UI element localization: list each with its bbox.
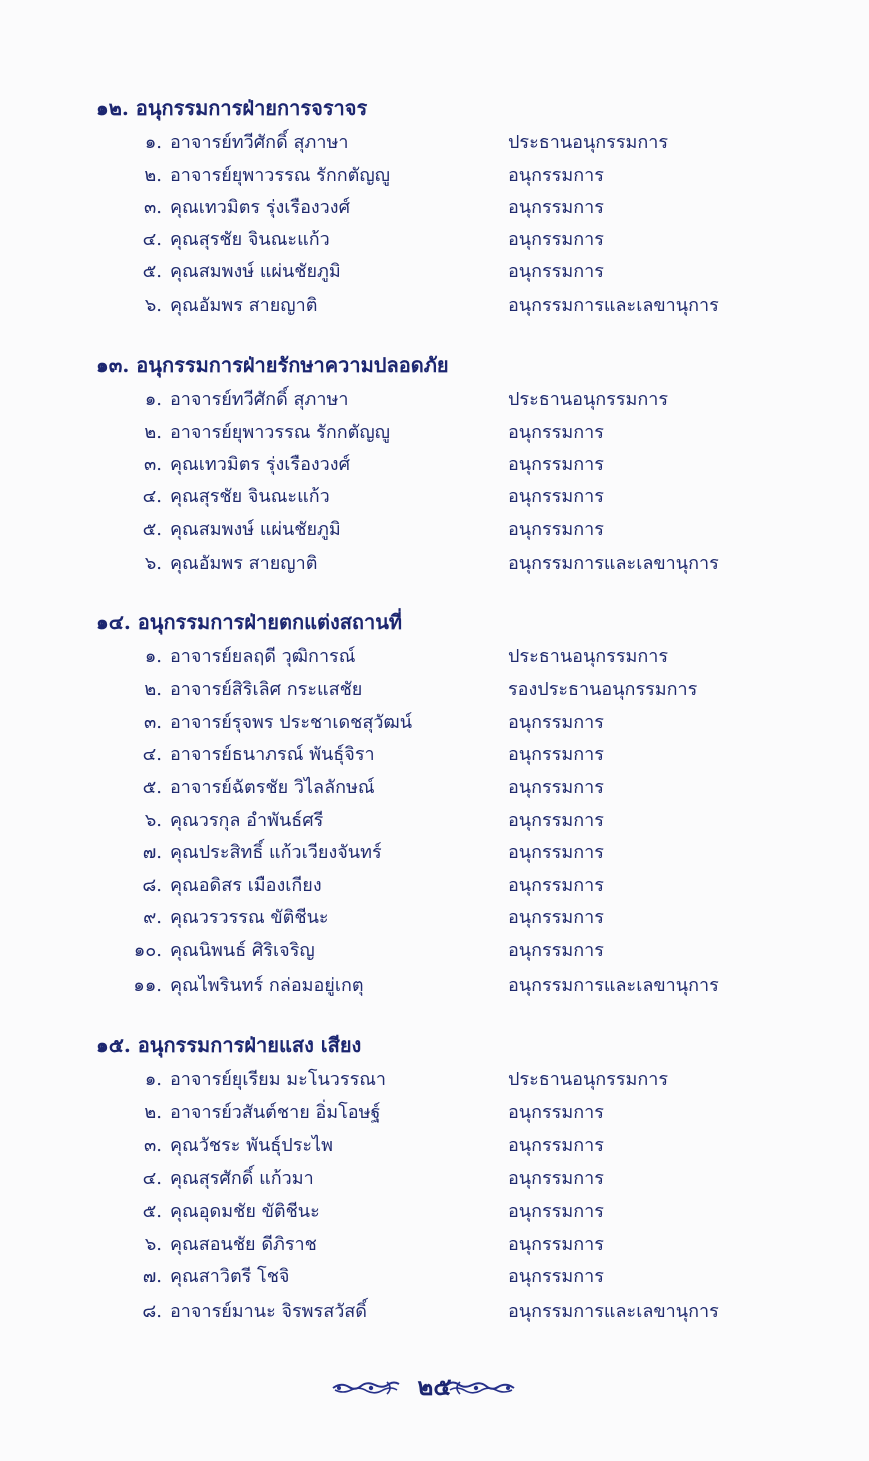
member-role: อนุกรรมการ [508, 1135, 604, 1156]
member-number: ๓. [143, 712, 162, 733]
member-row [0, 291, 869, 321]
member-name: คุณอุดมชัย ขัติชีนะ [170, 1201, 320, 1222]
member-role: อนุกรรมการ [508, 486, 604, 507]
member-name: คุณสุรชัย จินณะแก้ว [170, 486, 330, 507]
member-row [0, 193, 869, 223]
member-role: อนุกรรมการ [508, 197, 604, 218]
member-number: ๔. [142, 1168, 162, 1189]
member-row [0, 1065, 869, 1095]
member-number: ๗. [142, 1266, 162, 1287]
member-name: อาจารย์ยุพาวรรณ รักกตัญญู [170, 422, 390, 443]
member-name: คุณเทวมิตร รุ่งเรืองวงศ์ [170, 197, 351, 218]
member-name: คุณวรวรรณ ขัติชีนะ [170, 907, 329, 928]
member-row [0, 773, 869, 803]
member-role: อนุกรรมการ [508, 261, 604, 282]
member-number: ๓. [143, 454, 162, 475]
member-row [0, 1197, 869, 1227]
member-role: ประธานอนุกรรมการ [508, 389, 669, 410]
member-number: ๖. [144, 810, 162, 831]
member-number: ๖. [144, 553, 162, 574]
member-number: ๑. [144, 646, 162, 667]
member-number: ๖. [144, 1234, 162, 1255]
member-name: อาจารย์ทวีศักดิ์ สุภาษา [170, 132, 349, 153]
member-row [0, 838, 869, 868]
member-number: ๒. [144, 679, 162, 700]
member-name: คุณวัชระ พันธุ์ประไพ [170, 1135, 333, 1156]
member-name: คุณสุรชัย จินณะแก้ว [170, 229, 330, 250]
section-title: ๑๒. อนุกรรมการฝ่ายการจราจร [96, 96, 368, 120]
member-number: ๑. [144, 1069, 162, 1090]
member-number: ๒. [144, 1102, 162, 1123]
member-row [0, 418, 869, 448]
member-role: อนุกรรมการ [508, 454, 604, 475]
member-row [0, 642, 869, 672]
member-number: ๑. [144, 389, 162, 410]
member-number: ๘. [142, 875, 162, 896]
member-name: คุณอัมพร สายญาติ [170, 553, 318, 574]
member-row [0, 806, 869, 836]
member-name: คุณสุรศักดิ์ แก้วมา [170, 1168, 314, 1189]
member-row [0, 450, 869, 480]
member-role: อนุกรรมการ [508, 1234, 604, 1255]
member-row [0, 225, 869, 255]
member-role: อนุกรรมการ [508, 907, 604, 928]
member-number: ๖. [144, 295, 162, 316]
section-title: ๑๔. อนุกรรมการฝ่ายตกแต่งสถานที่ [96, 610, 403, 634]
member-row [0, 903, 869, 933]
member-name: อาจารย์ยลฤดี วุฒิการณ์ [170, 646, 356, 667]
member-name: คุณสาวิตรี โชจิ [170, 1266, 290, 1287]
member-role: อนุกรรมการ [508, 744, 604, 765]
member-name: อาจารย์ทวีศักดิ์ สุภาษา [170, 389, 349, 410]
member-role: อนุกรรมการ [508, 1201, 604, 1222]
member-name: อาจารย์สิริเลิศ กระแสชัย [170, 679, 363, 700]
member-row [0, 482, 869, 512]
member-number: ๕. [142, 1201, 162, 1222]
member-row [0, 161, 869, 191]
member-role: อนุกรรมการ [508, 875, 604, 896]
member-role: อนุกรรมการและเลขานุการ [508, 295, 719, 316]
member-row [0, 385, 869, 415]
member-role: ประธานอนุกรรมการ [508, 132, 669, 153]
member-row [0, 936, 869, 966]
member-number: ๑๑. [133, 975, 162, 996]
member-role: อนุกรรมการ [508, 422, 604, 443]
member-role: อนุกรรมการ [508, 165, 604, 186]
member-name: คุณอดิสร เมืองเกียง [170, 875, 322, 896]
member-row [0, 1098, 869, 1128]
member-name: คุณสมพงษ์ แผ่นชัยภูมิ [170, 519, 341, 540]
member-name: อาจารย์ธนาภรณ์ พันธุ์จิรา [170, 744, 375, 765]
member-name: คุณสอนชัย ดีภิราช [170, 1234, 317, 1255]
member-row [0, 971, 869, 1001]
member-role: อนุกรรมการ [508, 777, 604, 798]
member-role: รองประธานอนุกรรมการ [508, 679, 698, 700]
member-name: คุณประสิทธิ์ แก้วเวียงจันทร์ [170, 842, 382, 863]
member-role: อนุกรรมการ [508, 519, 604, 540]
member-number: ๔. [142, 486, 162, 507]
member-role: อนุกรรมการ [508, 1266, 604, 1287]
member-role: อนุกรรมการ [508, 842, 604, 863]
member-row [0, 675, 869, 705]
member-number: ๒. [144, 422, 162, 443]
member-row [0, 515, 869, 545]
member-row [0, 1262, 869, 1292]
member-role: อนุกรรมการ [508, 1168, 604, 1189]
member-role: อนุกรรมการและเลขานุการ [508, 1301, 719, 1322]
member-name: อาจารย์รุจพร ประชาเดชสุวัฒน์ [170, 712, 413, 733]
member-row [0, 708, 869, 738]
member-number: ๒. [144, 165, 162, 186]
member-name: อาจารย์ยุเรียม มะโนวรรณา [170, 1069, 387, 1090]
section-title: ๑๕. อนุกรรมการฝ่ายแสง เสียง [96, 1033, 362, 1057]
member-row [0, 1131, 869, 1161]
member-name: อาจารย์วสันต์ชาย อิ่มโอษฐ์ [170, 1102, 381, 1123]
member-name: อาจารย์มานะ จิรพรสวัสดิ์ [170, 1301, 367, 1322]
page-number: ๒๕ [417, 1372, 452, 1401]
member-role: ประธานอนุกรรมการ [508, 1069, 669, 1090]
member-row [0, 257, 869, 287]
member-number: ๓. [143, 1135, 162, 1156]
member-number: ๙. [143, 907, 162, 928]
member-name: อาจารย์ยุพาวรรณ รักกตัญญู [170, 165, 390, 186]
member-role: อนุกรรมการ [508, 1102, 604, 1123]
member-row [0, 128, 869, 158]
member-number: ๔. [142, 229, 162, 250]
member-name: คุณนิพนธ์ ศิริเจริญ [170, 940, 315, 961]
member-name: คุณเทวมิตร รุ่งเรืองวงศ์ [170, 454, 351, 475]
member-number: ๕. [142, 519, 162, 540]
member-role: อนุกรรมการและเลขานุการ [508, 553, 719, 574]
member-number: ๗. [142, 842, 162, 863]
thai-floral-ornament-icon [446, 1378, 516, 1398]
member-name: คุณสมพงษ์ แผ่นชัยภูมิ [170, 261, 341, 282]
member-number: ๕. [142, 261, 162, 282]
member-role: อนุกรรมการและเลขานุการ [508, 975, 719, 996]
member-name: อาจารย์ฉัตรชัย วิไลลักษณ์ [170, 777, 375, 798]
member-row [0, 1164, 869, 1194]
member-row [0, 1230, 869, 1260]
member-row [0, 871, 869, 901]
member-name: คุณไพรินทร์ กล่อมอยู่เกตุ [170, 975, 364, 996]
member-role: อนุกรรมการ [508, 712, 604, 733]
member-number: ๘. [142, 1301, 162, 1322]
member-number: ๕. [142, 777, 162, 798]
section-title: ๑๓. อนุกรรมการฝ่ายรักษาความปลอดภัย [96, 353, 449, 377]
member-name: คุณอัมพร สายญาติ [170, 295, 318, 316]
member-role: ประธานอนุกรรมการ [508, 646, 669, 667]
member-row [0, 1297, 869, 1327]
member-number: ๑. [144, 132, 162, 153]
member-row [0, 740, 869, 770]
member-number: ๓. [143, 197, 162, 218]
member-name: คุณวรกุล อำพันธ์ศรี [170, 810, 324, 831]
member-row [0, 549, 869, 579]
member-role: อนุกรรมการ [508, 229, 604, 250]
member-number: ๑๐. [133, 940, 162, 961]
member-role: อนุกรรมการ [508, 940, 604, 961]
member-role: อนุกรรมการ [508, 810, 604, 831]
member-number: ๔. [142, 744, 162, 765]
